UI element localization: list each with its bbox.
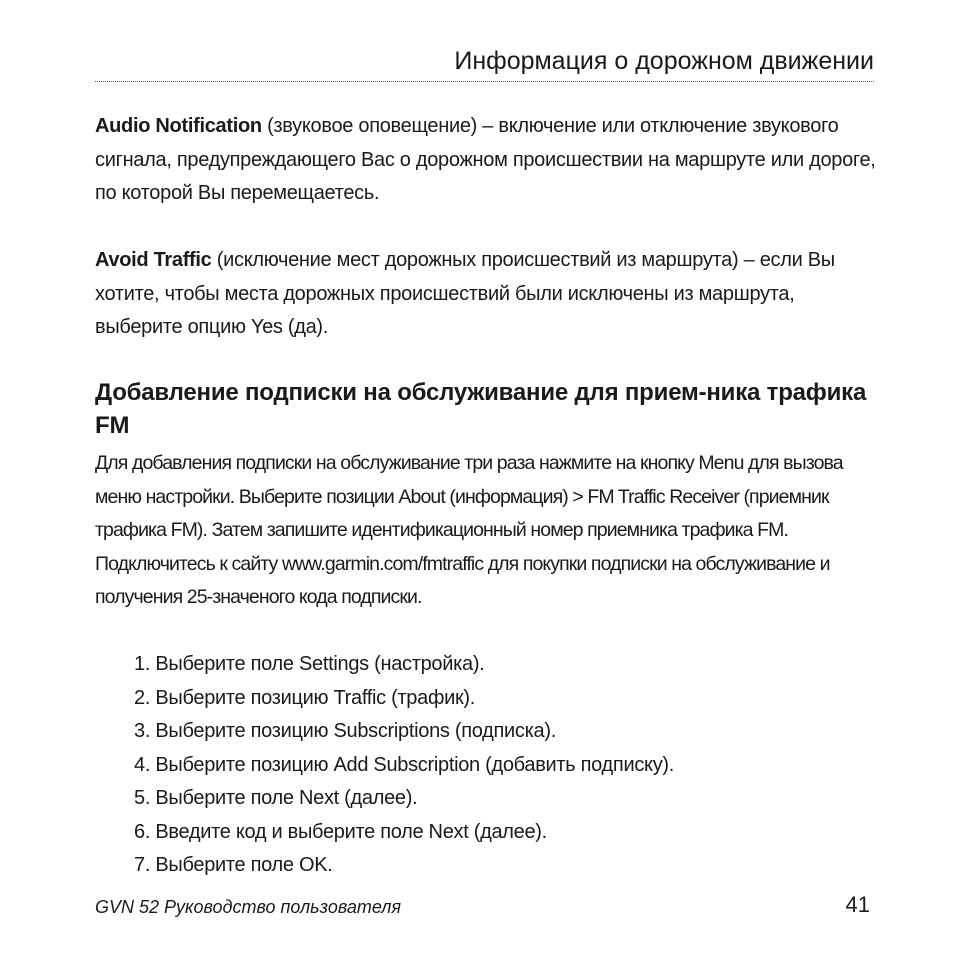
steps-list — [134, 648, 674, 883]
avoid-traffic-term: Avoid Traffic — [95, 249, 212, 271]
section-heading: Добавление подписки на обслуживание для прием-ника трафика FM — [95, 379, 867, 439]
audio-notification-paragraph — [95, 110, 885, 211]
step-item: 5. Выберите поле Next (далее). — [134, 787, 418, 809]
audio-notification-text: (звуковое оповещение) – включение или отключение звукового сигнала, предупреждающего Вас о дорожном происшествии на маршруте или дороге, по которой Вы перемещаетесь. — [95, 115, 876, 204]
footer-manual-title: GVN 52 Руководство пользователя — [95, 897, 402, 917]
running-header: Информация о дорожном движении — [454, 47, 874, 75]
step-item: 7. Выберите поле OK. — [134, 854, 333, 876]
page-number: 41 — [845, 892, 870, 917]
step-item: 6. Введите код и выберите поле Next (далее). — [134, 820, 547, 843]
step-item: 2. Выберите позицию Traffic (трафик). — [134, 686, 476, 709]
step-item: 3. Выберите позицию Subscriptions (подписка). — [134, 720, 556, 742]
avoid-traffic-text: (исключение мест дорожных происшествий из маршрута) – если Вы хотите, чтобы места дорожных происшествий были исключены из маршрута, выберите опцию Yes (да). — [95, 249, 835, 338]
header-divider — [95, 81, 874, 82]
audio-notification-term: Audio Notification — [95, 115, 262, 137]
step-item: 1. Выберите поле Settings (настройка). — [134, 653, 485, 675]
step-item: 4. Выберите позицию Add Subscription (добавить подписку). — [134, 753, 675, 776]
section-body: Для добавления подписки на обслуживание три раза нажмите на кнопку Menu для вызова меню настройки. Выберите позиции About (информация) > FM Traffic Receiver (приемник трафика FM). Затем запишите идентификационный номер приемника трафика FM. Подключитесь к сайту www.garmin.com/fmtraffic для покупки подписки на обслуживание и получения 25-значеного кода подписки. — [95, 452, 843, 608]
avoid-traffic-paragraph — [95, 244, 885, 345]
